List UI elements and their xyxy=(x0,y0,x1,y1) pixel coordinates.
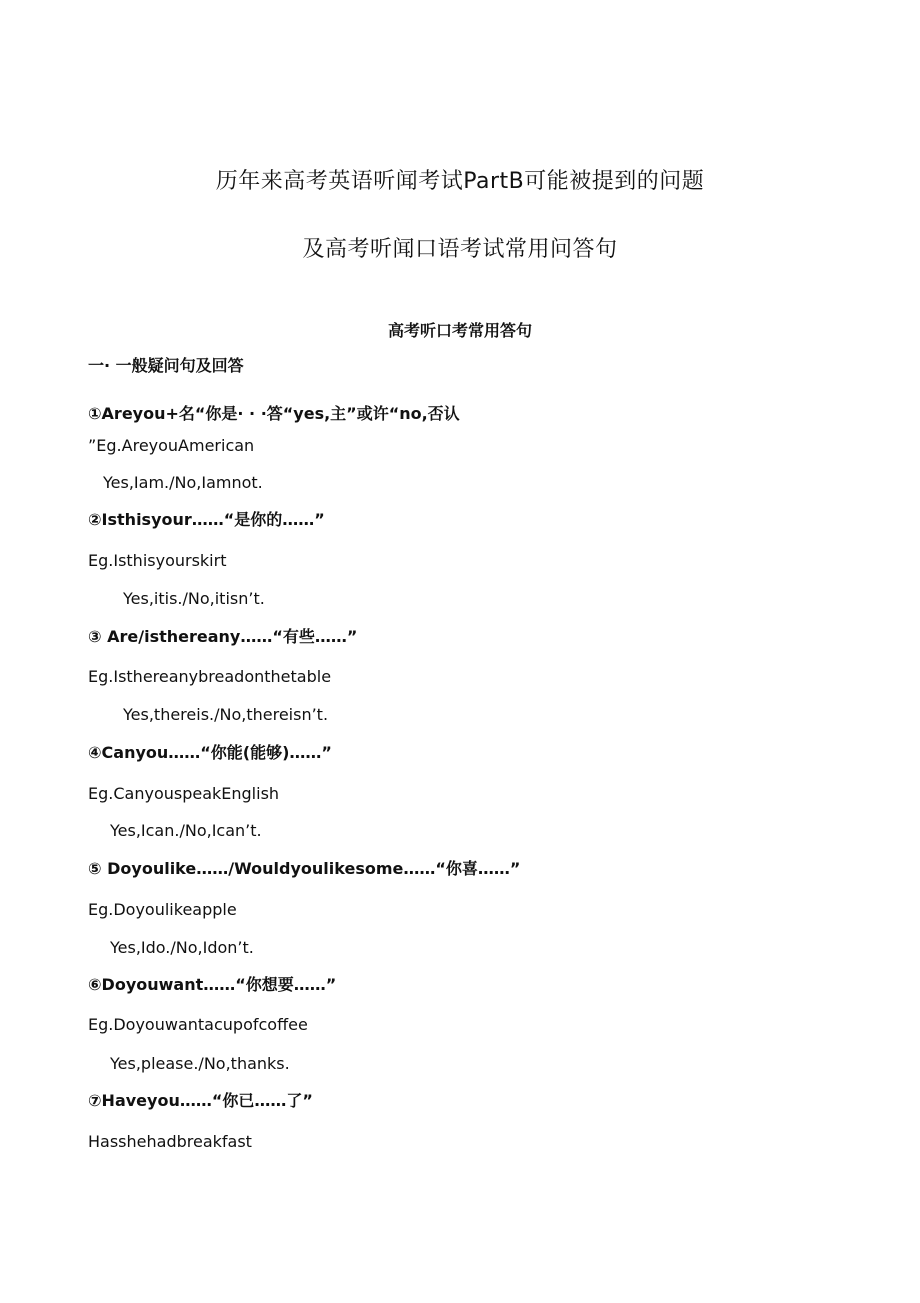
section-subtitle: 高考听口考常用答句 xyxy=(387,321,532,340)
example-answer-3: Yes,thereis./No,thereisn’t. xyxy=(123,705,329,724)
question-pattern-7: ⑦Haveyou……“你已……了” xyxy=(88,1091,313,1110)
question-pattern-5: ⑤ Doyoulike……/Wouldyoulikesome……“你喜……” xyxy=(88,859,521,878)
example-answer-2: Yes,itis./No,itisn’t. xyxy=(123,589,265,608)
example-question-5: Eg.Doyoulikeapple xyxy=(88,900,237,919)
example-question-2: Eg.Isthisyourskirt xyxy=(88,551,227,570)
example-question-1: ”Eg.AreyouAmerican xyxy=(88,436,255,455)
example-question-3: Eg.Isthereanybreadonthetable xyxy=(88,667,332,686)
section-heading: 一· 一般疑问句及回答 xyxy=(88,356,244,375)
example-answer-4: Yes,Ican./No,Ican’t. xyxy=(110,821,262,840)
document-title-line-1: 历年来高考英语听闻考试PartB可能被提到的问题 xyxy=(215,169,705,194)
example-answer-6: Yes,please./No,thanks. xyxy=(110,1054,290,1073)
example-question-7: Hasshehadbreakfast xyxy=(88,1132,252,1151)
document-title-line-2: 及高考听闻口语考试常用问答句 xyxy=(302,237,618,262)
question-pattern-6: ⑥Doyouwant……“你想要……” xyxy=(88,975,337,994)
question-pattern-1: ①Areyou+名“你是· · ·答“yes,主”或许“no,否认 xyxy=(88,404,460,423)
question-pattern-2: ②Isthisyour……“是你的……” xyxy=(88,510,325,529)
question-pattern-3: ③ Are/isthereany……“有些……” xyxy=(88,627,358,646)
question-pattern-4: ④Canyou……“你能(能够)……” xyxy=(88,743,332,762)
example-answer-5: Yes,Ido./No,Idon’t. xyxy=(110,938,254,957)
example-question-4: Eg.CanyouspeakEnglish xyxy=(88,784,280,803)
example-question-6: Eg.Doyouwantacupofcoffee xyxy=(88,1015,308,1034)
example-answer-1: Yes,Iam./No,Iamnot. xyxy=(103,473,263,492)
